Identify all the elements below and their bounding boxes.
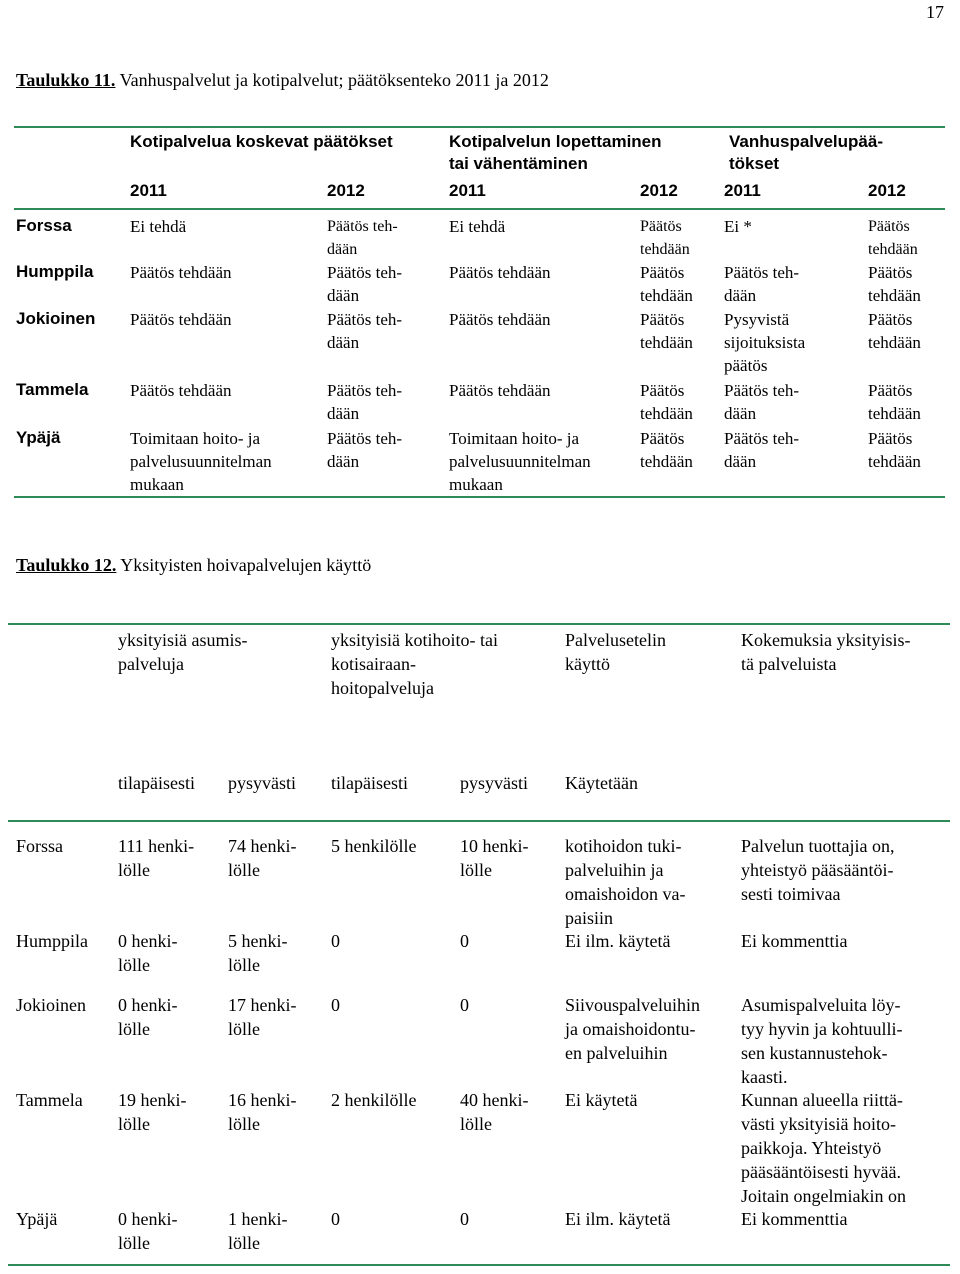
table11-cell: Päätös teh- dään <box>327 381 403 423</box>
table11-cell: Päätös teh- dään <box>724 263 800 305</box>
table12-cell: 0 <box>331 931 340 951</box>
table12-header: yksityisiä asumis- palveluja <box>118 630 248 674</box>
table11-bottom-rule <box>14 496 945 498</box>
table11-municipality: Forssa <box>16 216 72 235</box>
table12-cell: 1 henki- lölle <box>228 1209 288 1253</box>
table11-cell: Päätös tehdään <box>868 310 921 352</box>
table12-caption-text: Yksityisten hoivapalvelujen käyttö <box>116 555 372 575</box>
table12-cell: 111 henki- lölle <box>118 836 195 880</box>
table11-header-rule <box>14 208 945 210</box>
table11-year: 2012 <box>868 181 906 200</box>
table12-cell: 17 henki- lölle <box>228 995 297 1039</box>
table11-cell: Päätös tehdään <box>449 381 551 400</box>
table12-cell: Palvelun tuottajia on, yhteistyö pääsääntöi- sesti toimivaa <box>741 836 895 904</box>
table12-cell: Siivouspalveluihin ja omaishoidontu- en palveluihin <box>565 995 700 1063</box>
table12-caption-label: Taulukko 12. <box>16 555 117 575</box>
table12-cell: 0 henki- lölle <box>118 931 178 975</box>
table11-year: 2011 <box>449 181 486 200</box>
table11-year: 2012 <box>640 181 678 200</box>
page-number: 17 <box>926 2 944 22</box>
table12-cell: 16 henki- lölle <box>228 1090 297 1134</box>
table11-cell: Päätös tehdään <box>640 218 690 258</box>
table12-cell: 2 henkilölle <box>331 1090 417 1110</box>
table11-municipality: Jokioinen <box>16 309 96 328</box>
table11-cell: Ei tehdä <box>449 217 506 236</box>
table11-top-rule <box>14 126 945 128</box>
table12-municipality: Humppila <box>16 931 88 951</box>
table12-subheader: tilapäisesti <box>331 773 408 793</box>
table11-cell: Päätös teh- dään <box>327 429 403 471</box>
table11-cell: Päätös tehdään <box>130 381 232 400</box>
table11-cell: Päätös tehdään <box>449 310 551 329</box>
table12-cell: Ei kommenttia <box>741 1209 848 1229</box>
table12-municipality: Jokioinen <box>16 995 86 1015</box>
table12-cell: 19 henki- lölle <box>118 1090 187 1134</box>
table11-year: 2012 <box>327 181 365 200</box>
table11-cell: Päätös teh- dään <box>327 218 398 258</box>
table12-cell: Ei ilm. käytetä <box>565 1209 671 1229</box>
table11-cell: Ei * <box>724 217 752 236</box>
table12-header: Kokemuksia yksityisis- tä palveluista <box>741 630 911 674</box>
table11-cell: Ei tehdä <box>130 217 187 236</box>
table12-cell: Ei kommenttia <box>741 931 848 951</box>
table12-cell: 5 henki- lölle <box>228 931 288 975</box>
table12-cell: 0 <box>331 995 340 1015</box>
table12-cell: 0 henki- lölle <box>118 1209 178 1253</box>
table12-cell: 0 <box>331 1209 340 1229</box>
table12-subheader: tilapäisesti <box>118 773 195 793</box>
table11-municipality: Humppila <box>16 262 94 281</box>
table12-cell: 10 henki- lölle <box>460 836 529 880</box>
table11-municipality: Tammela <box>16 380 89 399</box>
table12-subheader: pysyvästi <box>460 773 529 793</box>
table12-header: Palvelusetelin käyttö <box>565 630 666 674</box>
table11-cell: Päätös teh- dään <box>724 381 800 423</box>
table11-caption-label: Taulukko 11. <box>16 70 116 90</box>
table12-caption <box>16 555 371 576</box>
table11-cell: Päätös tehdään <box>640 263 693 305</box>
table11-cell: Päätös tehdään <box>868 429 921 471</box>
table12-cell: 40 henki- lölle <box>460 1090 529 1134</box>
table11-group-header: Kotipalvelua koskevat päätökset <box>130 132 393 151</box>
table12-cell: 0 <box>460 1209 469 1229</box>
table11-cell: Päätös tehdään <box>130 263 232 282</box>
table11-cell: Päätös tehdään <box>868 263 921 305</box>
table12-header-rule <box>8 820 950 822</box>
table12-cell: Asumispalveluita löy- tyy hyvin ja kohtuulli- sen kustannustehok- kaasti. <box>741 995 903 1087</box>
table11-caption-text: Vanhuspalvelut ja kotipalvelut; päätöksenteko 2011 ja 2012 <box>115 70 549 90</box>
table11-cell: Päätös tehdään <box>640 429 693 471</box>
table12-cell: Ei ilm. käytetä <box>565 931 671 951</box>
table12-cell: 74 henki- lölle <box>228 836 297 880</box>
table12-header: yksityisiä kotihoito- tai kotisairaan- hoitopalveluja <box>331 630 498 698</box>
table11-group-header: Vanhuspalvelupää- tökset <box>729 132 883 173</box>
table12-municipality: Tammela <box>16 1090 83 1110</box>
table12-cell: 0 henki- lölle <box>118 995 178 1039</box>
table12-cell: Ei käytetä <box>565 1090 638 1110</box>
table12-bottom-rule <box>8 1264 950 1266</box>
table11-cell: Päätös tehdään <box>130 310 232 329</box>
table12-cell: 0 <box>460 995 469 1015</box>
table11-cell: Päätös tehdään <box>868 381 921 423</box>
table12-subheader: pysyvästi <box>228 773 297 793</box>
table11-group-header: Kotipalvelun lopettaminen tai vähentäminen <box>449 132 662 173</box>
table12-subheader: Käytetään <box>565 773 638 793</box>
table12-cell: 0 <box>460 931 469 951</box>
table12-municipality: Ypäjä <box>16 1209 58 1229</box>
table11-caption <box>16 70 549 91</box>
table11-year: 2011 <box>130 181 167 200</box>
table11-cell: Päätös tehdään <box>868 218 918 258</box>
table11-cell: Toimitaan hoito- ja palvelusuunnitelman mukaan <box>449 429 591 494</box>
table12-cell: Kunnan alueella riittä- västi yksityisiä hoito- paikkoja. Yhteistyö pääsääntöisesti hyvää. Joitain ongelmiakin on <box>741 1090 906 1206</box>
table11-cell: Pysyvistä sijoituksista päätös <box>724 310 806 375</box>
table11-municipality: Ypäjä <box>16 428 61 447</box>
table11-cell: Toimitaan hoito- ja palvelusuunnitelman mukaan <box>130 429 272 494</box>
table11-year: 2011 <box>724 181 761 200</box>
table11-cell: Päätös teh- dään <box>724 429 800 471</box>
table12-top-rule <box>8 623 950 625</box>
table11-cell: Päätös teh- dään <box>327 263 403 305</box>
table12-cell: 5 henkilölle <box>331 836 417 856</box>
table11-cell: Päätös tehdään <box>640 310 693 352</box>
table12-cell: kotihoidon tuki- palveluihin ja omaishoidon va- paisiin <box>565 836 686 928</box>
table11-cell: Päätös teh- dään <box>327 310 403 352</box>
table11-cell: Päätös tehdään <box>449 263 551 282</box>
table11-cell: Päätös tehdään <box>640 381 693 423</box>
table12-municipality: Forssa <box>16 836 64 856</box>
